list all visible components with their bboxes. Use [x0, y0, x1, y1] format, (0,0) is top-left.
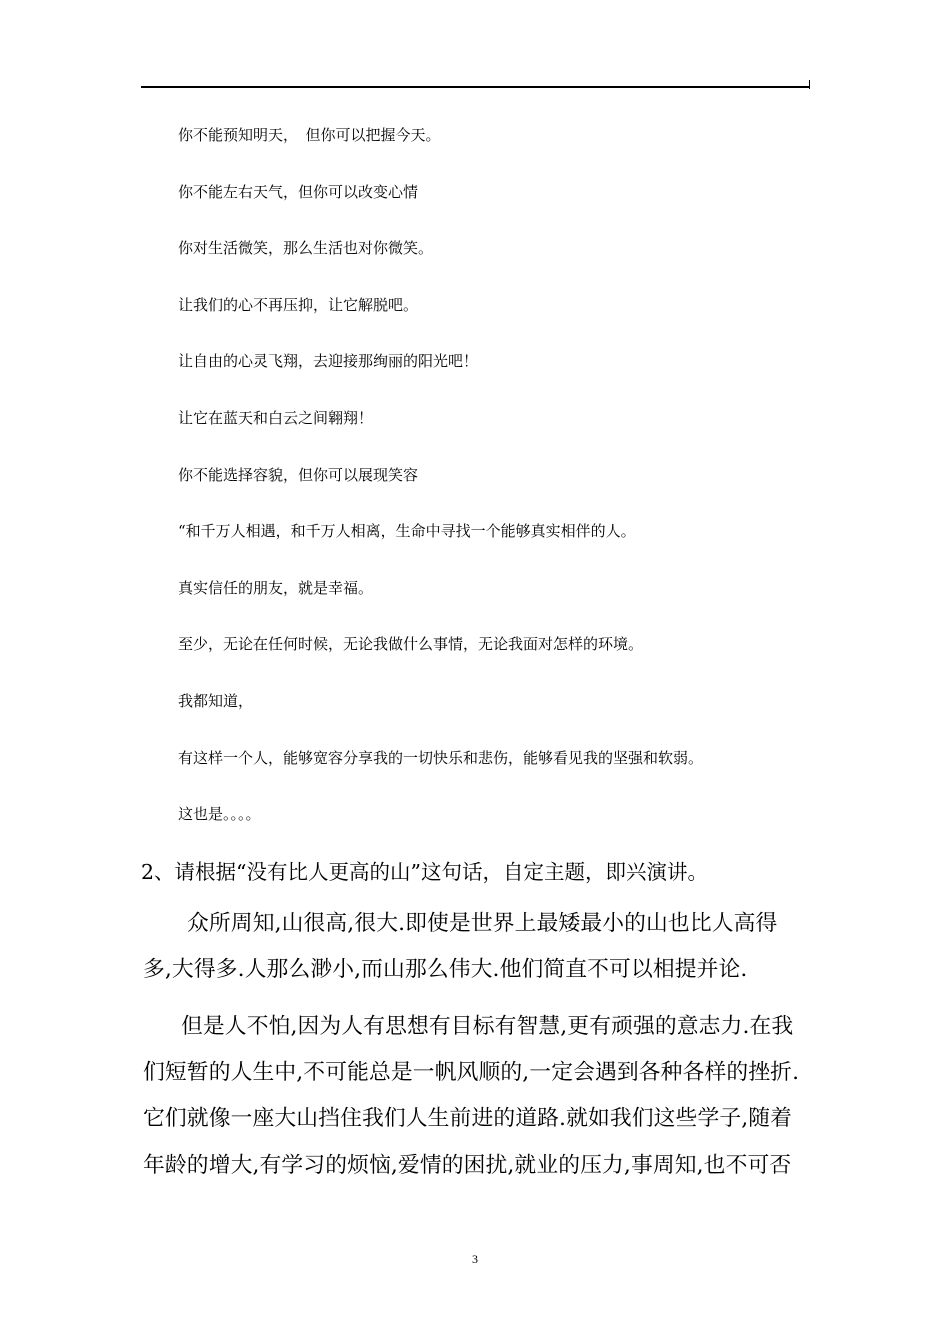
- quote-line: 你对生活微笑，那么生活也对你微笑。: [178, 239, 434, 258]
- quote-line: 你不能左右天气，但你可以改变心情: [178, 182, 419, 201]
- paragraph-line: 众所周知,山很高,很大.即使是世界上最矮最小的山也比人高得: [187, 911, 778, 936]
- body-paragraph: [143, 1004, 813, 1189]
- quote-line: “和千万人相遇，和千万人相离，生命中寻找一个能够真实相伴的人。: [178, 522, 636, 541]
- quote-line: 你不能选择容貌，但你可以展现笑容: [178, 465, 419, 484]
- quote-line: 让我们的心不再压抑，让它解脱吧。: [178, 295, 419, 314]
- paragraph-line: 年龄的增大,有学习的烦恼,爱情的困扰,就业的压力,事周知,也不可否: [143, 1152, 792, 1178]
- paragraph-line: 但是人不怕,因为人有思想有目标有智慧,更有顽强的意志力.在我: [181, 1014, 794, 1039]
- quote-line: 真实信任的朋友，就是幸福。: [178, 578, 374, 597]
- quote-lines: [178, 126, 818, 823]
- quote-line: 这也是。。。。: [178, 805, 261, 824]
- quote-line: 让自由的心灵飞翔，去迎接那绚丽的阳光吧！: [178, 352, 479, 371]
- paragraph-line: 多,大得多.人那么渺小,而山那么伟大.他们简直不可以相提并论.: [143, 957, 748, 983]
- quote-line: 有这样一个人，能够宽容分享我的一切快乐和悲伤，能够看见我的坚强和软弱。: [178, 748, 704, 767]
- quote-line: 我都知道，: [178, 691, 254, 710]
- quote-line: 至少，无论在任何时候，无论我做什么事情，无论我面对怎样的环境。: [178, 635, 644, 654]
- section-heading: 2、请根据“没有比人更高的山”这句话，自定主题，即兴演讲。: [141, 860, 709, 884]
- paragraph-line: 它们就像一座大山挡住我们人生前进的道路.就如我们这些学子,随着: [143, 1106, 793, 1132]
- header-rule-tick: [809, 80, 810, 89]
- quote-line: 你不能预知明天， 但你可以把握今天。: [178, 126, 441, 144]
- page-number: 3: [472, 1252, 478, 1266]
- header-rule: [141, 86, 809, 88]
- paragraph-line: 们短暂的人生中,不可能总是一帆风顺的,一定会遇到各种各样的挫折.: [143, 1060, 800, 1086]
- body-paragraph: [143, 901, 813, 993]
- quote-line: 让它在蓝天和白云之间翱翔！: [178, 408, 374, 427]
